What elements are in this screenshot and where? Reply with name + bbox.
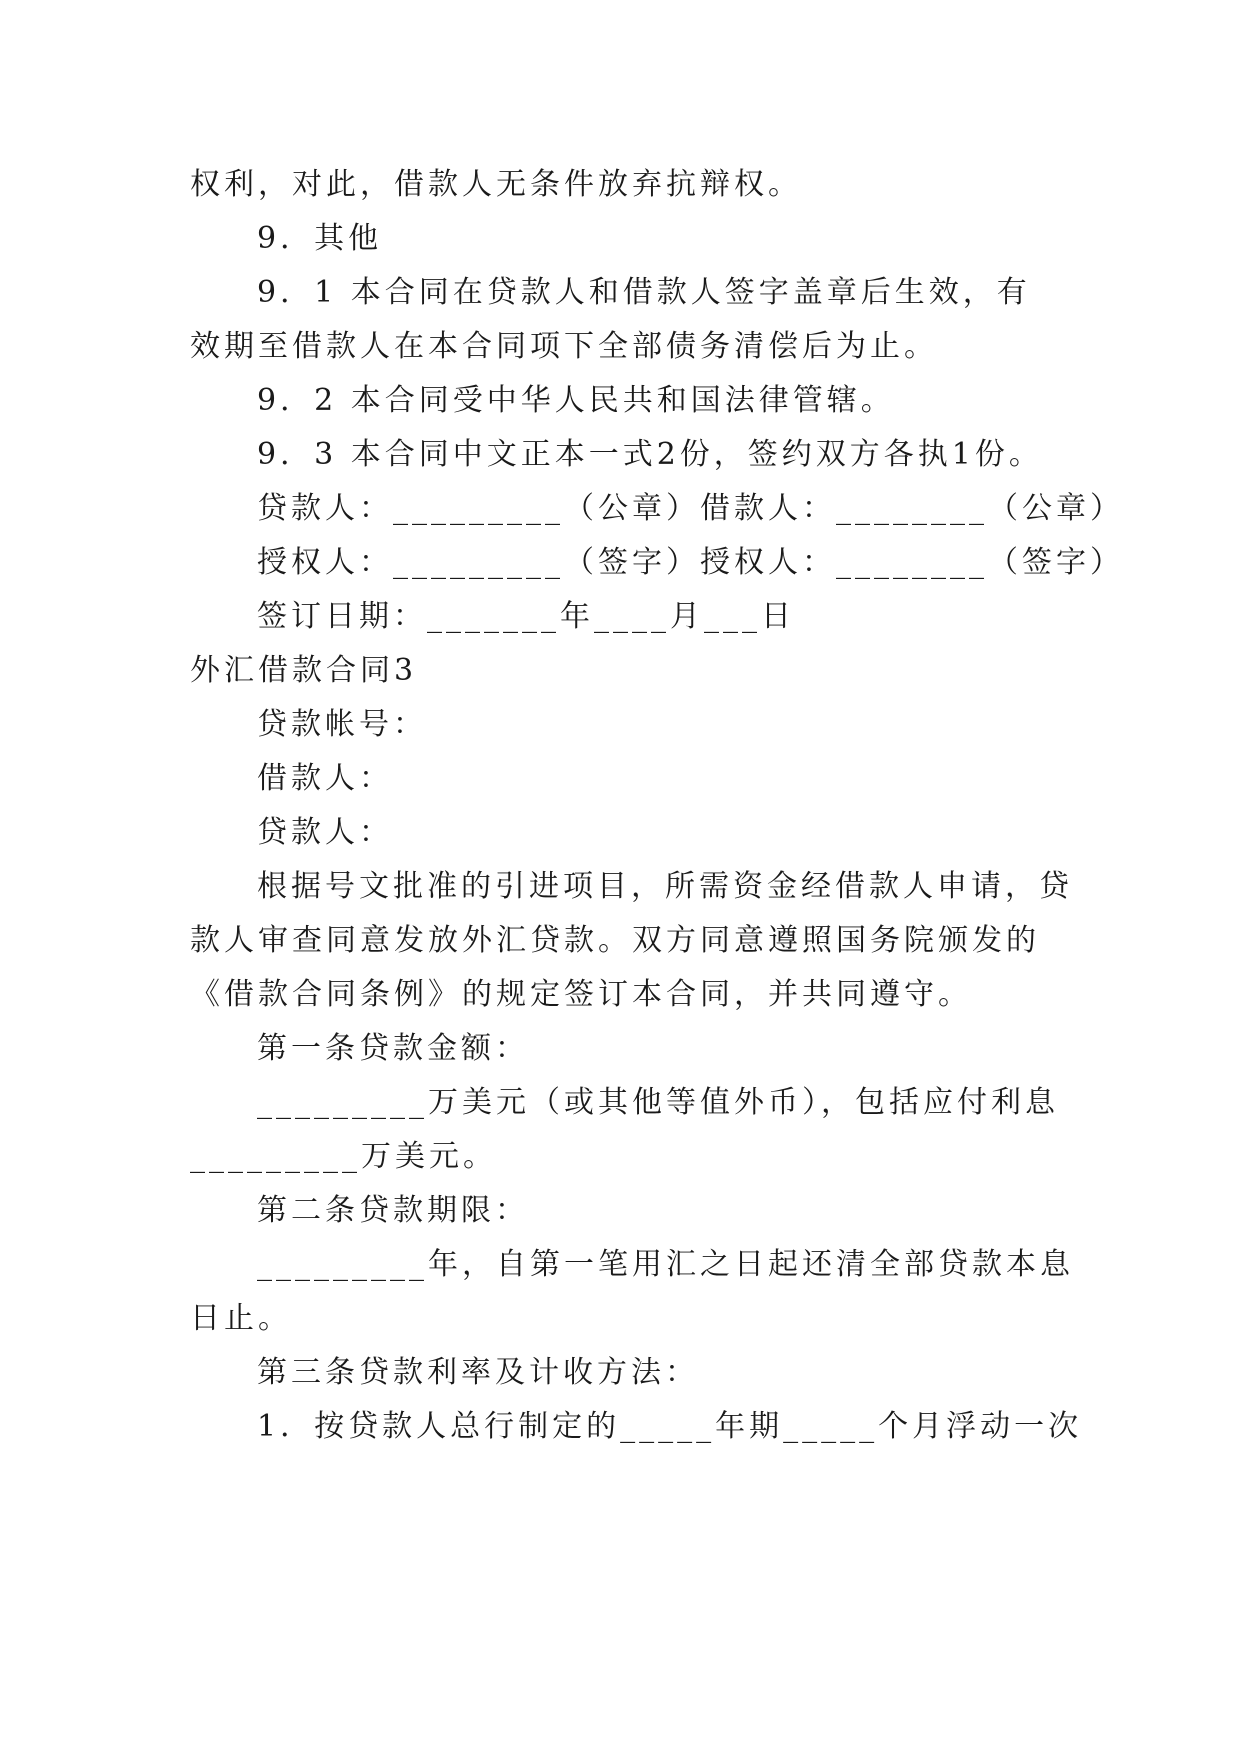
article-heading: 第一条贷款金额： <box>257 1031 529 1066</box>
paragraph-line: 效期至借款人在本合同项下全部债务清偿后为止。 <box>190 329 938 364</box>
clause-heading: 9．其他 <box>257 221 383 256</box>
signing-date: 签订日期：_______年____月___日 <box>257 599 795 634</box>
field-loan-account: 贷款帐号： <box>257 707 427 742</box>
clause-line: 9．3 本合同中文正本一式2份，签约双方各执1份。 <box>257 437 1043 472</box>
article-heading: 第二条贷款期限： <box>257 1193 529 1228</box>
paragraph-line: _________万美元（或其他等值外币），包括应付利息 <box>257 1085 1059 1120</box>
signature-borrower-auth: 授权人：________（签字） <box>700 545 1124 580</box>
signature-lender-seal: 贷款人：_________（公章） <box>257 491 700 526</box>
paragraph-line: 款人审查同意发放外汇贷款。双方同意遵照国务院颁发的 <box>190 923 1040 958</box>
paragraph-line: _________万美元。 <box>190 1139 497 1174</box>
paragraph-line: 《借款合同条例》的规定签订本合同，并共同遵守。 <box>190 977 972 1012</box>
signature-borrower-seal: 借款人：________（公章） <box>700 491 1124 526</box>
paragraph-line: _________年，自第一笔用汇之日起还清全部贷款本息 <box>257 1247 1074 1282</box>
signature-lender-auth: 授权人：_________（签字） <box>257 545 700 580</box>
clause-line: 9．1 本合同在贷款人和借款人签字盖章后生效，有 <box>257 275 1031 310</box>
article-heading: 第三条贷款利率及计收方法： <box>257 1355 699 1390</box>
clause-line: 9．2 本合同受中华人民共和国法律管辖。 <box>257 383 895 418</box>
section-title: 外汇借款合同3 <box>190 653 418 688</box>
clause-line: 1．按贷款人总行制定的_____年期_____个月浮动一次 <box>257 1409 1083 1444</box>
paragraph-line: 日止。 <box>190 1301 292 1336</box>
field-borrower: 借款人： <box>257 761 393 796</box>
paragraph-line: 权利，对此，借款人无条件放弃抗辩权。 <box>190 167 802 202</box>
paragraph-line: 根据号文批准的引进项目，所需资金经借款人申请，贷 <box>257 869 1073 904</box>
field-lender: 贷款人： <box>257 815 393 850</box>
